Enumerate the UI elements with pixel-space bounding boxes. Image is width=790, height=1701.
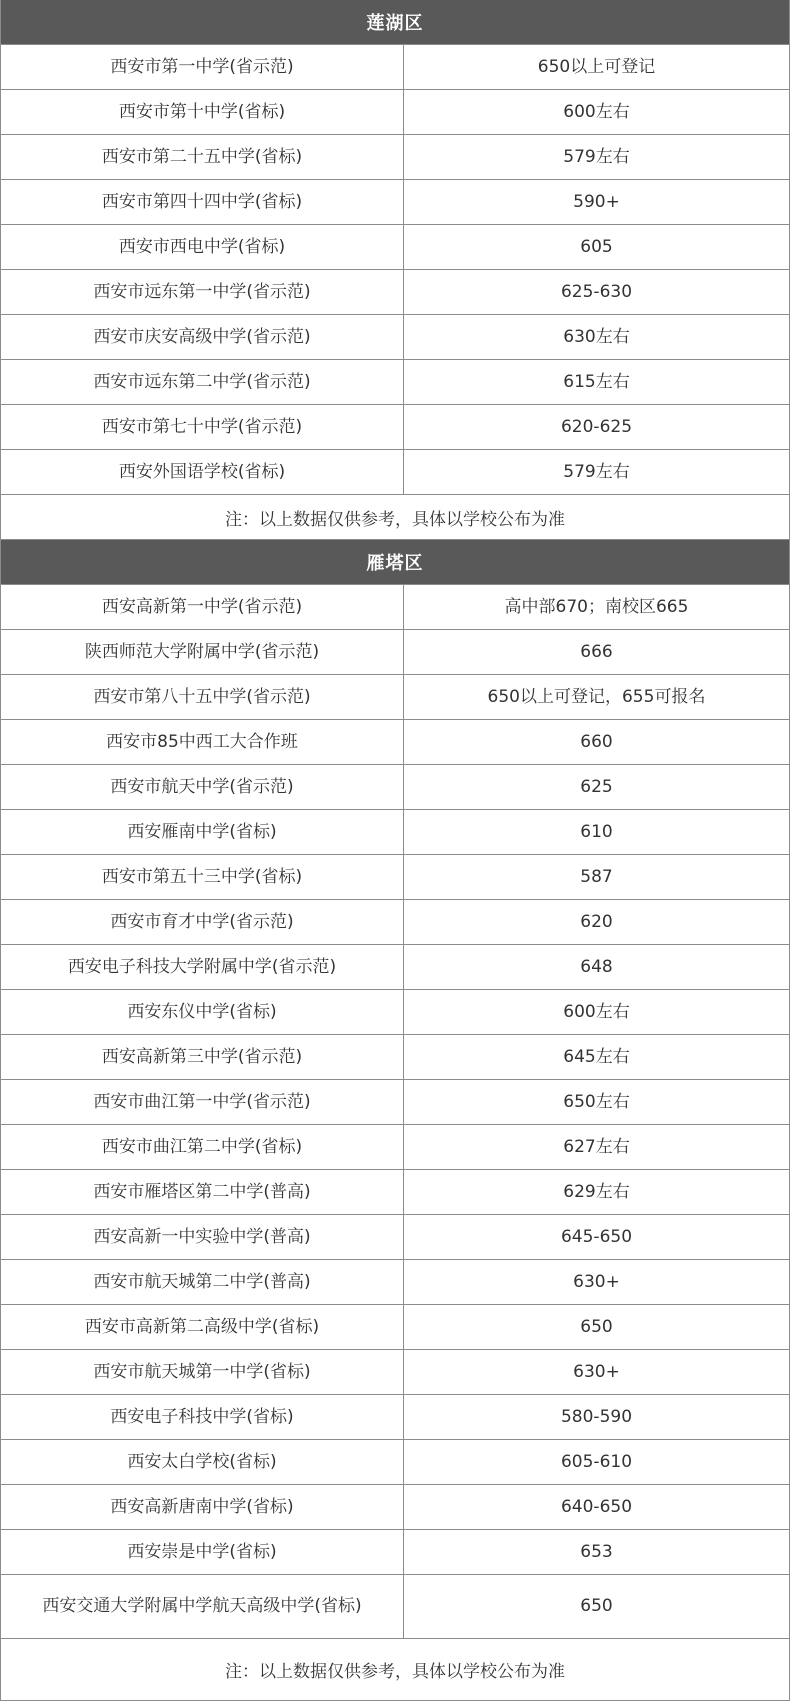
- school-name-cell: 西安市第七十中学(省示范): [1, 405, 404, 449]
- school-name-cell: 西安电子科技大学附属中学(省示范): [1, 945, 404, 989]
- table-row: [1, 855, 789, 900]
- score-cell: 650: [580, 1596, 613, 1616]
- score-cell: 587: [580, 866, 613, 887]
- school-name-cell: 西安市育才中学(省示范): [1, 900, 404, 944]
- school-name-cell: 西安市高新第二高级中学(省标): [1, 1305, 404, 1349]
- table-row: [1, 1215, 789, 1260]
- school-name-cell: 西安市第二十五中学(省标): [1, 135, 404, 179]
- score-cell: 653: [580, 1541, 613, 1562]
- score-cell: 625-630: [560, 281, 633, 302]
- note-lianhu: 注：以上数据仅供参考，具体以学校公布为准: [1, 495, 789, 540]
- school-name-cell: 西安市雁塔区第二中学(普高): [1, 1170, 404, 1214]
- school-name-cell: 西安雁南中学(省标): [1, 810, 404, 854]
- school-name-cell: 西安市航天城第二中学(普高): [1, 1260, 404, 1304]
- score-cell: 630+: [573, 1271, 620, 1292]
- school-name-cell: 西安市85中西工大合作班: [1, 720, 404, 764]
- score-cell: 615左右: [563, 371, 630, 392]
- table-row: [1, 675, 789, 720]
- lianhu-rows: [1, 45, 789, 495]
- score-cell: 590+: [573, 191, 620, 212]
- table-row: [1, 1485, 789, 1530]
- score-cell: 648: [580, 956, 613, 977]
- table-row: [1, 765, 789, 810]
- score-cell: 620: [580, 911, 613, 932]
- score-cell: 650以上可登记: [537, 56, 656, 77]
- score-cell: 579左右: [563, 461, 630, 482]
- score-cell: 630左右: [563, 326, 630, 347]
- table-row: [1, 1575, 789, 1639]
- score-cell: 630+: [573, 1361, 620, 1382]
- table-row: [1, 1395, 789, 1440]
- school-name-cell: 陕西师范大学附属中学(省示范): [1, 630, 404, 674]
- school-name-cell: 西安市航天中学(省示范): [1, 765, 404, 809]
- score-cell: 660: [580, 731, 613, 752]
- table-row: [1, 1035, 789, 1080]
- table-row: [1, 1260, 789, 1305]
- school-name-cell: 西安太白学校(省标): [1, 1440, 404, 1484]
- table-row: [1, 360, 789, 405]
- school-name-cell: 西安市曲江第二中学(省标): [1, 1125, 404, 1169]
- table-row: [1, 810, 789, 855]
- score-cell: 620-625: [560, 416, 633, 437]
- table-row: [1, 1080, 789, 1125]
- score-cell: 600左右: [563, 1001, 630, 1022]
- school-name-cell: 西安市远东第二中学(省示范): [1, 360, 404, 404]
- score-cell: 600左右: [563, 101, 630, 122]
- yanta-rows: [1, 585, 789, 1639]
- score-cell: 605-610: [560, 1451, 633, 1472]
- score-cell: 640-650: [560, 1496, 633, 1517]
- score-cell: 650左右: [563, 1091, 630, 1112]
- score-cell: 605: [580, 236, 613, 257]
- school-name-cell: 西安市远东第一中学(省示范): [1, 270, 404, 314]
- school-name-cell: 西安东仪中学(省标): [1, 990, 404, 1034]
- table-row: [1, 720, 789, 765]
- table-row: [1, 270, 789, 315]
- section-header-yanta: 雁塔区: [1, 540, 789, 585]
- note-yanta: 注：以上数据仅供参考，具体以学校公布为准: [1, 1639, 789, 1701]
- table-row: [1, 1350, 789, 1395]
- score-cell: 645左右: [563, 1046, 630, 1067]
- score-cell: 580-590: [560, 1406, 633, 1427]
- school-name-cell: 西安高新第三中学(省示范): [1, 1035, 404, 1079]
- table-row: [1, 900, 789, 945]
- table-row: [1, 945, 789, 990]
- table-row: [1, 1305, 789, 1350]
- score-cell: 666: [580, 641, 613, 662]
- score-cell: 579左右: [563, 146, 630, 167]
- table-row: [1, 1170, 789, 1215]
- table-row: [1, 630, 789, 675]
- table-row: [1, 90, 789, 135]
- school-name-cell: 西安高新第一中学(省示范): [1, 585, 404, 629]
- table-row: [1, 450, 789, 495]
- school-name-cell: 西安市第八十五中学(省示范): [1, 675, 404, 719]
- school-name-cell: 西安市庆安高级中学(省示范): [1, 315, 404, 359]
- school-name-cell: 西安交通大学附属中学航天高级中学(省标): [1, 1575, 404, 1638]
- table-row: [1, 135, 789, 180]
- school-name-cell: 西安市第四十四中学(省标): [1, 180, 404, 224]
- table-row: [1, 180, 789, 225]
- school-name-cell: 西安外国语学校(省标): [1, 450, 404, 494]
- score-cell: 610: [580, 821, 613, 842]
- table-row: [1, 585, 789, 630]
- table-row: [1, 990, 789, 1035]
- school-name-cell: 西安市第五十三中学(省标): [1, 855, 404, 899]
- score-cell: 高中部670；南校区665: [504, 596, 689, 617]
- school-name-cell: 西安高新唐南中学(省标): [1, 1485, 404, 1529]
- table-row: [1, 225, 789, 270]
- school-name-cell: 西安高新一中实验中学(普高): [1, 1215, 404, 1259]
- table-row: [1, 45, 789, 90]
- score-cell: 625: [580, 776, 613, 797]
- table-row: [1, 405, 789, 450]
- school-name-cell: 西安崇是中学(省标): [1, 1530, 404, 1574]
- section-header-lianhu: 莲湖区: [1, 0, 789, 45]
- score-cell: 645-650: [560, 1226, 633, 1247]
- school-name-cell: 西安市第十中学(省标): [1, 90, 404, 134]
- score-cell: 650: [580, 1316, 613, 1337]
- school-name-cell: 西安市航天城第一中学(省标): [1, 1350, 404, 1394]
- table-row: [1, 1530, 789, 1575]
- school-name-cell: 西安市第一中学(省示范): [1, 45, 404, 89]
- score-cell: 650以上可登记，655可报名: [487, 686, 706, 707]
- table-row: [1, 1440, 789, 1485]
- score-cell: 629左右: [563, 1181, 630, 1202]
- school-name-cell: 西安市曲江第一中学(省示范): [1, 1080, 404, 1124]
- school-name-cell: 西安市西电中学(省标): [1, 225, 404, 269]
- table-row: [1, 315, 789, 360]
- table-row: [1, 1125, 789, 1170]
- school-name-cell: 西安电子科技中学(省标): [1, 1395, 404, 1439]
- score-cell: 627左右: [563, 1136, 630, 1157]
